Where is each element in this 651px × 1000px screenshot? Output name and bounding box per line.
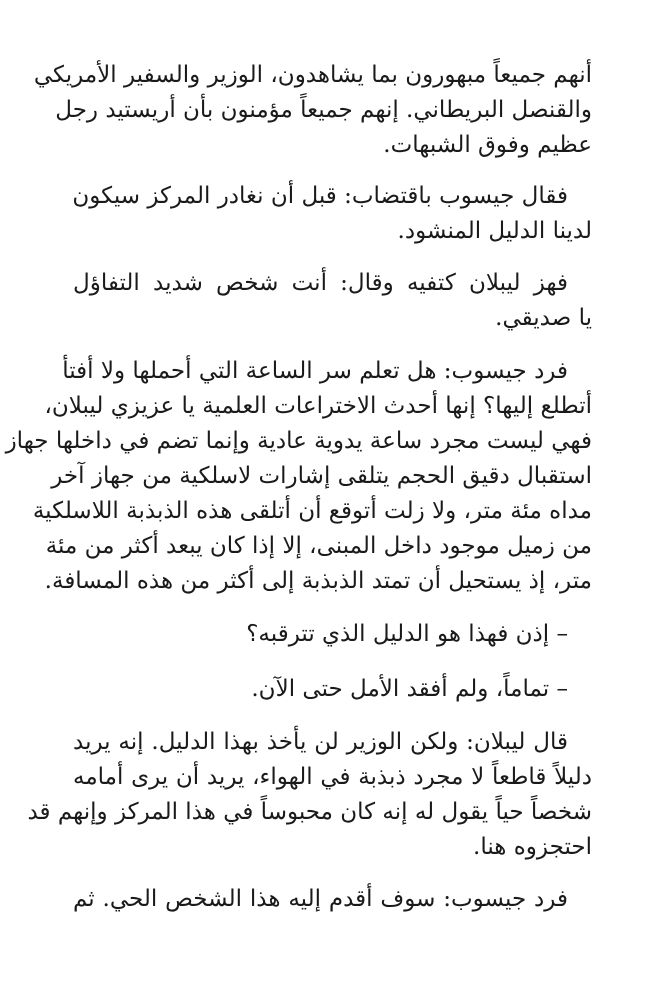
text-line: أتطلع إليها؟ إنها أحدث الاختراعات العلمية يا عزيزي ليبلان،: [44, 393, 592, 419]
paragraph-3: [73, 266, 592, 336]
paragraph-6: [73, 882, 592, 917]
text-line: – إذن فهذا هو الدليل الذي تترقبه؟: [246, 621, 568, 647]
text-line: استقبال دقيق الحجم يتلقى إشارات لاسلكية من جهاز آخر: [51, 463, 592, 489]
text-line: قال ليبلان: ولكن الوزير لن يأخذ بهذا الدليل. إنه يريد: [73, 729, 568, 755]
dialogue-line-2: [73, 672, 592, 707]
text-line: شخصاً حياً يقول له إنه كان محبوساً في هذا المركز وإنهم قد: [27, 799, 592, 825]
text-line: لدينا الدليل المنشود.: [397, 218, 592, 244]
text-line: فهي ليست مجرد ساعة يدوية عادية وإنما تضم في داخلها جهاز: [5, 428, 592, 454]
paragraph-1: [33, 58, 592, 163]
paragraph-2: [73, 179, 592, 249]
paragraph-4: [5, 354, 592, 599]
paragraph-5: [27, 725, 592, 865]
text-line: فرد جيسوب: هل تعلم سر الساعة التي أحملها ولا أفتأ: [62, 358, 568, 384]
text-line: – تماماً، ولم أفقد الأمل حتى الآن.: [251, 676, 568, 702]
text-line: فرد جيسوب: سوف أقدم إليه هذا الشخص الحي. ثم: [73, 886, 568, 912]
text-line: والقنصل البريطاني. إنهم جميعاً مؤمنون بأن أريستيد رجل: [55, 97, 592, 123]
text-line: دليلاً قاطعاً لا مجرد ذبذبة في الهواء، يريد أن يرى أمامه: [73, 764, 592, 790]
text-page: [5, 58, 592, 917]
text-line: مداه مئة متر، ولا زلت أتوقع أن أتلقى هذه الذبذبة اللاسلكية: [32, 498, 592, 524]
text-line: احتجزوه هنا.: [473, 834, 592, 860]
text-line: يا صديقي.: [495, 305, 592, 331]
text-line: متر، إذ يستحيل أن تمتد الذبذبة إلى أكثر من هذه المسافة.: [44, 568, 592, 594]
text-line: عظيم وفوق الشبهات.: [383, 132, 592, 158]
text-line: من زميل موجود داخل المبنى، إلا إذا كان يبعد أكثر من مئة: [45, 533, 592, 559]
text-line: أنهم جميعاً مبهورون بما يشاهدون، الوزير والسفير الأمريكي: [33, 62, 592, 88]
text-line: فقال جيسوب باقتضاب: قبل أن نغادر المركز سيكون: [72, 183, 568, 209]
text-line: فهز ليبلان كتفيه وقال: أنت شخص شديد التفاؤل: [73, 270, 568, 296]
dialogue-line-1: [73, 617, 592, 652]
